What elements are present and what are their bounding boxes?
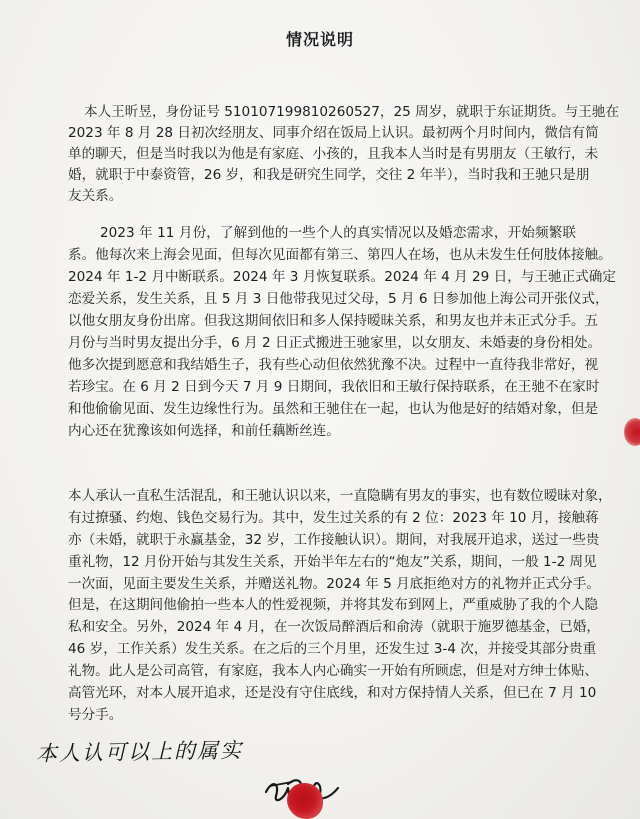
text-line: 号分手。 bbox=[68, 706, 123, 723]
handwritten-confirmation: 本人认可以上的属实 bbox=[35, 738, 244, 766]
text-line: 亦（未婚，就职于永赢基金，32 岁，工作接触认识）。期间，对我展开追求，送过一些贵 bbox=[68, 531, 600, 548]
document-title: 情况说明 bbox=[285, 30, 354, 49]
text-line: 单的聊天，但是当时我以为他是有家庭、小孩的，且我本人当时是有男朋友（王敏行，未 bbox=[68, 146, 599, 162]
text-line: 月份与当时男友提出分手，6 月 2 日正式搬进王驰家里，以女朋友、未婚妻的身份相处。 bbox=[68, 335, 602, 351]
text-line: 婚，就职于中泰资管，26 岁，和我是研究生同学，交往 2 年半），当时我和王驰只是朋 bbox=[68, 167, 590, 183]
text-line: 内心还在犹豫该如何选择，和前任藕断丝连。 bbox=[68, 423, 340, 439]
text-line: 恋爱关系，发生关系，且 5 月 3 日他带我见过父母，5 月 6 日参加他上海公司开张仪式， bbox=[68, 291, 609, 307]
text-line: 和他偷偷见面、发生边缘性行为。虽然和王驰住在一起，也认为他是好的结婚对象，但是 bbox=[68, 401, 599, 417]
paragraph-relationship bbox=[68, 222, 616, 442]
text-line: 46 岁，工作关系）发生关系。在之后的三个月里，还发生过 3-4 次，并接受其部分贵重 bbox=[68, 641, 597, 658]
text-line: 2023 年 8 月 28 日初次经朋友、同事介绍在饭局上认识。最初两个月时间内，微信有简 bbox=[68, 125, 599, 141]
text-line: 系。他每次来上海会见面，但每次见面都有第三、第四人在场，也从未发生任何肢体接触。 bbox=[68, 247, 612, 263]
text-line: 以他女朋友身份出席。但我这期间依旧和多人保持暧昧关系，和男友也并未正式分手。五 bbox=[68, 313, 599, 329]
red-ink-stain bbox=[624, 418, 640, 446]
text-line: 若珍宝。在 6 月 2 日到今天 7 月 9 日期间，我依旧和王敏行保持联系，在王驰不在家时 bbox=[68, 379, 600, 395]
paragraph-admission bbox=[68, 486, 612, 727]
text-line: 高管光环，对本人展开追求，还是没有守住底线，和对方保持情人关系，但已在 7 月 10 bbox=[68, 685, 597, 702]
text-line: 2024 年 1-2 月中断联系。2024 年 3 月恢复联系。2024 年 4 月 29 日，与王驰正式确定 bbox=[68, 269, 616, 285]
text-line: 重礼物，12 月份开始与其发生关系，开始半年左右的“炮友”关系，期间，一般 1-2 周见 bbox=[68, 553, 597, 570]
text-line: 礼物。此人是公司高管，有家庭，我本人内心确实一开始有所顾虑，但是对方绅士体贴、 bbox=[68, 663, 599, 680]
red-fingerprint-seal bbox=[287, 783, 323, 819]
text-line: 2023 年 11 月份，了解到他的一些个人的真实情况以及婚恋需求，开始频繁联 bbox=[100, 225, 576, 241]
text-line: 本人王昕昱，身份证号 510107199810260527，25 周岁，就职于东证期货。与王驰在 bbox=[84, 104, 620, 120]
text-line: 但是，在这期间他偷拍一些本人的性爱视频，并将其发布到网上，严重威胁了我的个人隐 bbox=[68, 597, 599, 614]
text-line: 本人承认一直私生活混乱，和王驰认识以来，一直隐瞒有男友的事实，也有数位暧昧对象， bbox=[68, 488, 612, 504]
text-line: 一次面，见面主要发生关系，并赠送礼物。2024 年 5 月底拒绝对方的礼物并正式分手。 bbox=[68, 575, 600, 592]
text-line: 友关系。 bbox=[68, 188, 123, 204]
paragraph-acquaintance bbox=[68, 102, 620, 207]
text-line: 私和安全。另外，2024 年 4 月，在一次饭局醉酒后和俞涛（就职于施罗德基金，已婚， bbox=[68, 619, 600, 636]
text-line: 他多次提到愿意和我结婚生子，我有些心动但依然犹豫不决。过程中一直待我非常好，视 bbox=[68, 357, 599, 373]
text-line: 有过撩骚、约炮、钱色交易行为。其中，发生过关系的有 2 位：2023 年 10 月，接触蒋 bbox=[68, 509, 599, 526]
